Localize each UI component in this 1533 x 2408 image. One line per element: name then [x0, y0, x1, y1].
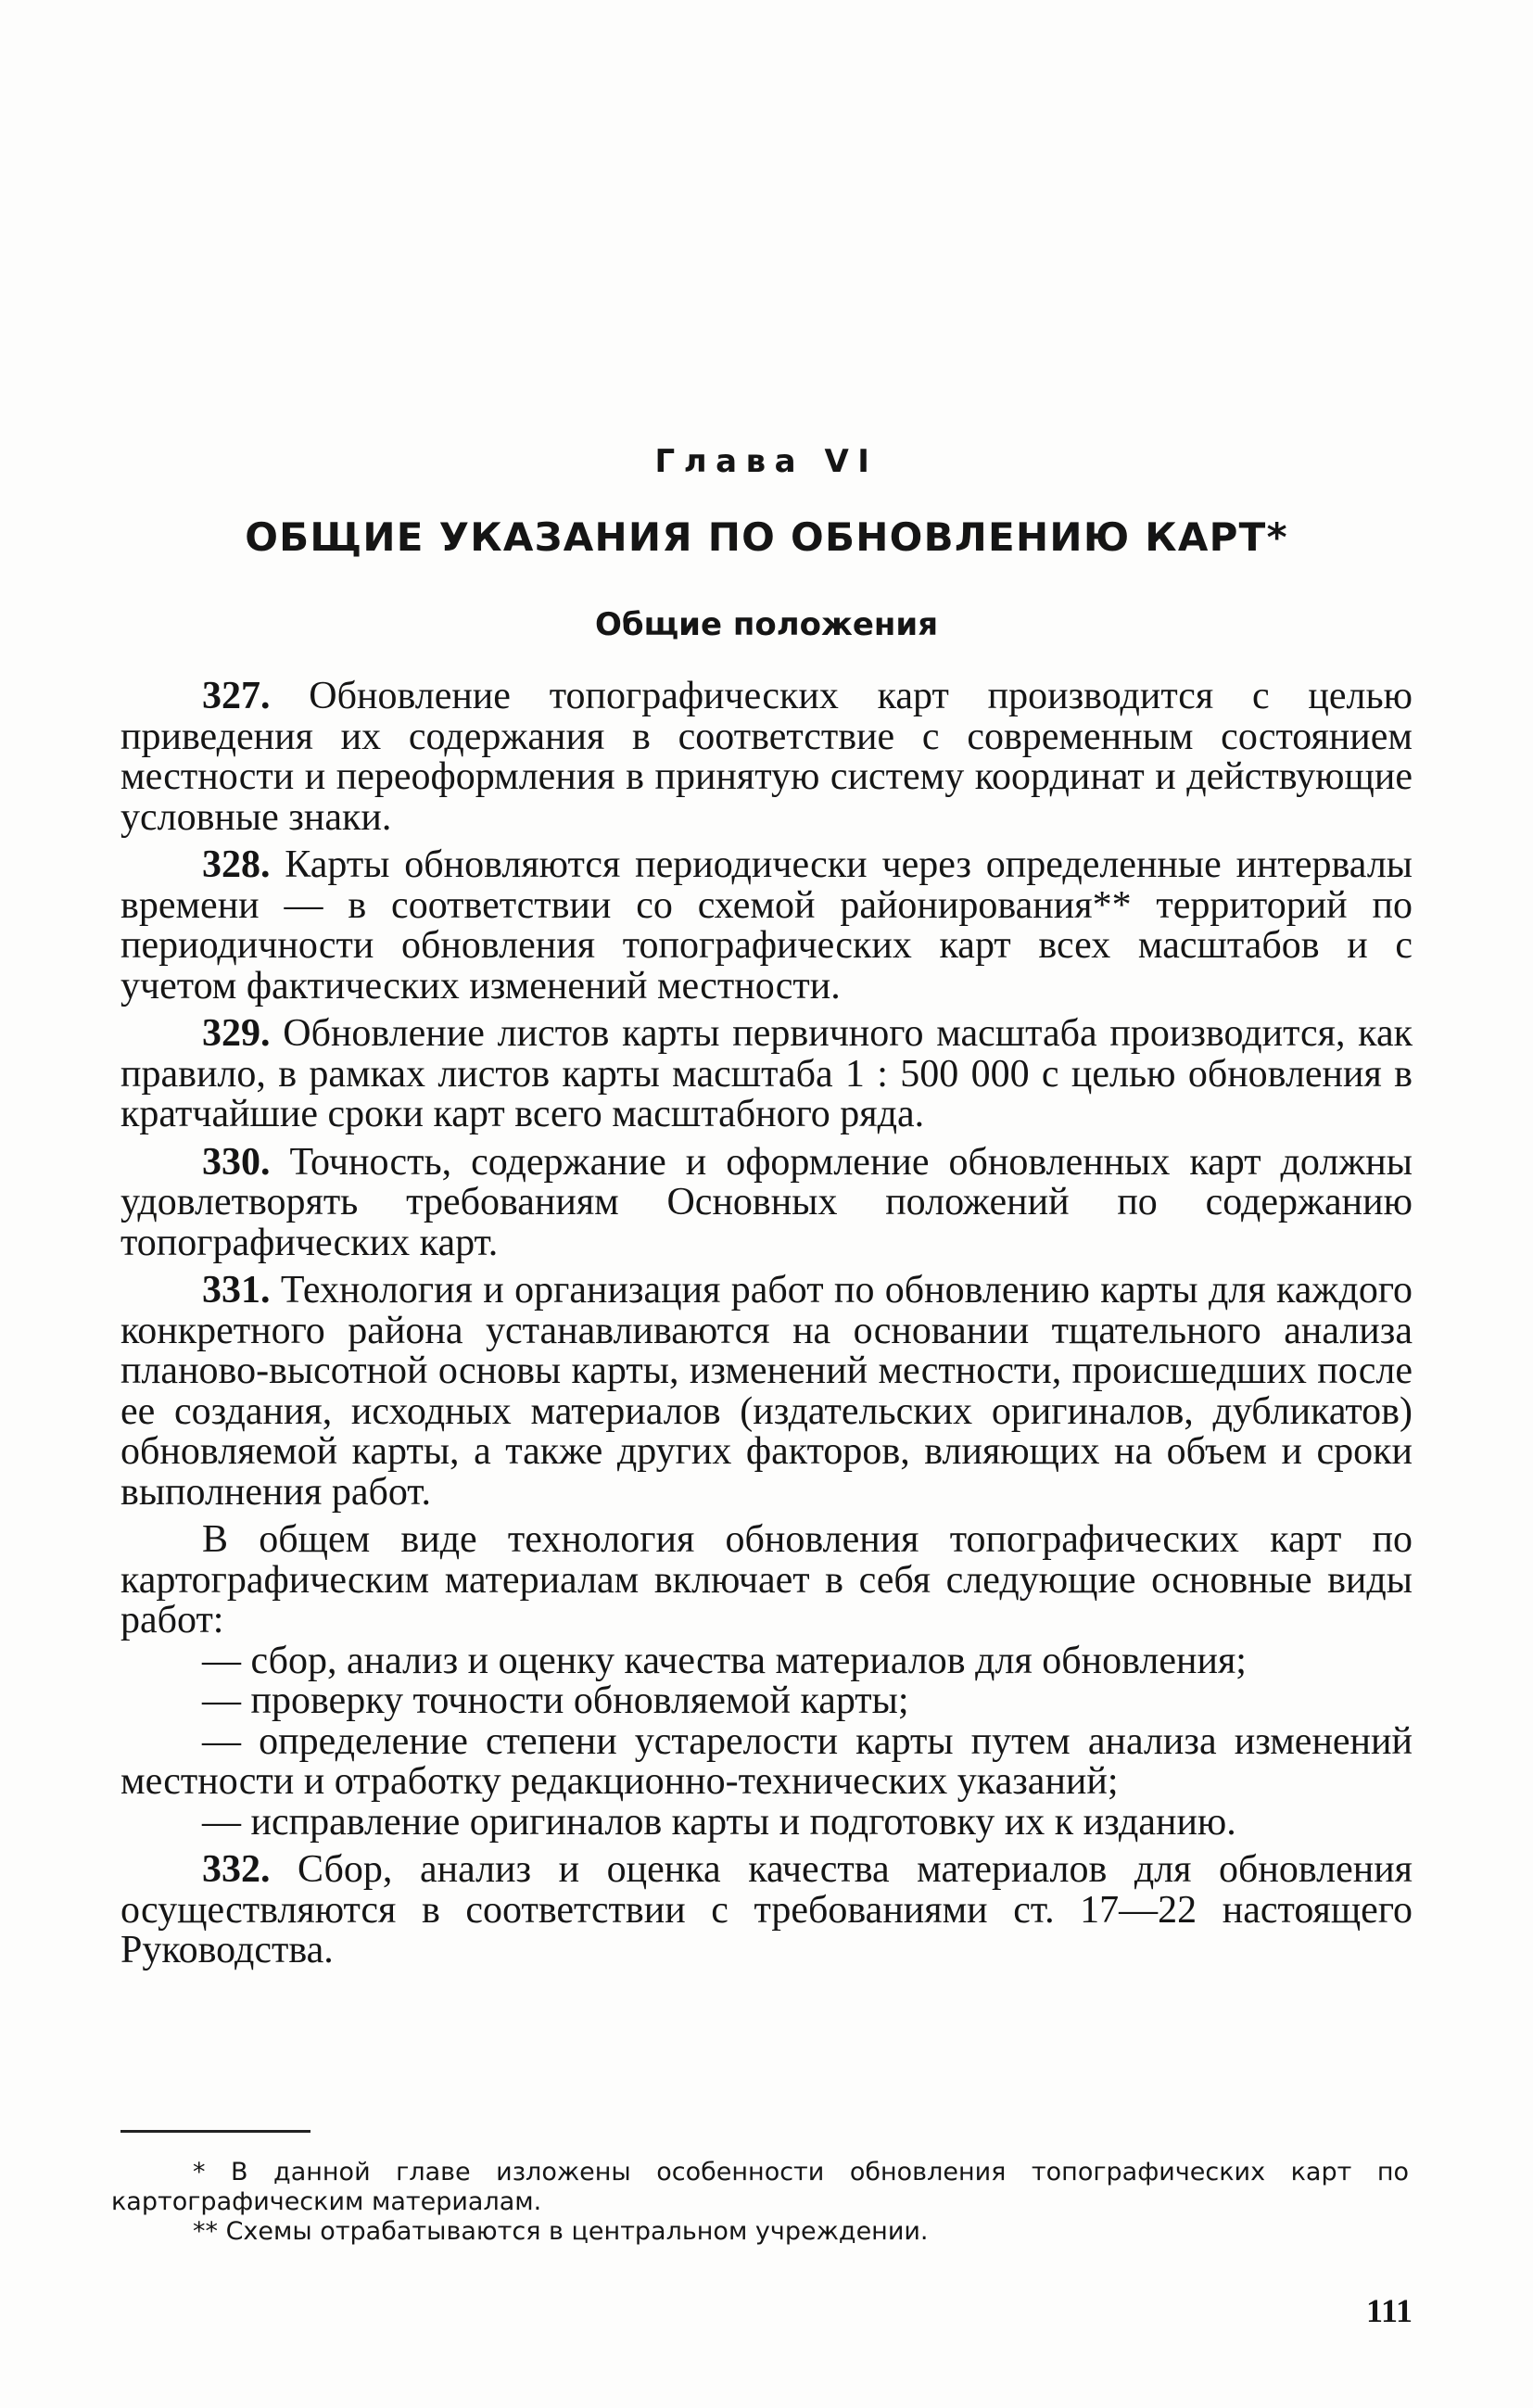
paragraph-text: Сбор, анализ и оценка качества материалов для обновления осуществляются в соответствии с требованиями ст. 17—22 настоящего Руководства.: [120, 1848, 1413, 1971]
footnotes: [111, 2158, 1409, 2247]
paragraph-332: [120, 1850, 1413, 1971]
general-view-intro: В общем виде технология обновления топографических карт по картографическим материалам включает в себя следующие основные виды работ:: [120, 1518, 1413, 1641]
paragraph-number: 331.: [202, 1269, 271, 1312]
paragraph-number: 330.: [202, 1140, 271, 1184]
list-item: — определение степени устарелости карты путем анализа изменений местности и отработку редакционно-технических указаний;: [120, 1719, 1413, 1803]
paragraph-text: Технология и организация работ по обновлению карты для каждого конкретного района устанавливаются на основании тщательного анализа планово-высотной основы карты, изменений местности, происшедших после ее создания, исходных материалов (издательских оригиналов, дубликатов) обновляемой карты, а также других факторов, влияющих на объем и сроки выполнения работ.: [120, 1269, 1413, 1514]
paragraph-number: 328.: [202, 843, 271, 886]
paragraph-number: 327.: [202, 675, 271, 717]
chapter-title: ОБЩИЕ УКАЗАНИЯ ПО ОБНОВЛЕНИЮ КАРТ*: [245, 514, 1288, 560]
paragraph-329: [120, 1014, 1413, 1135]
chapter-label: Глава VI: [654, 443, 879, 480]
list-item: — сбор, анализ и оценку качества материалов для обновления;: [202, 1639, 1247, 1682]
footnote-1: * В данной главе изложены особенности обновления топографических карт по картографическим материалам.: [111, 2158, 1409, 2216]
paragraph-number: 329.: [202, 1012, 271, 1055]
paragraph-text: Обновление листов карты первичного масштаба производится, как правило, в рамках листов карты масштаба 1 : 500 000 с целью обновления в кратчайшие сроки карт всего масштабного ряда.: [120, 1012, 1413, 1135]
paragraph-number: 332.: [202, 1848, 271, 1891]
list-item: — исправление оригиналов карты и подготовку их к изданию.: [202, 1800, 1236, 1844]
paragraph-328: [120, 845, 1413, 1007]
paragraph-331: [120, 1271, 1413, 1513]
paragraph-text: Точность, содержание и оформление обновленных карт должны удовлетворять требованиям Основных положений по содержанию топографических карт.: [120, 1140, 1413, 1264]
footnote-divider: [120, 2130, 310, 2133]
paragraph-327: [120, 677, 1413, 838]
list-item: — проверку точности обновляемой карты;: [202, 1679, 909, 1722]
paragraph-text: Обновление топографических карт производится с целью приведения их содержания в соответствие с современным состоянием местности и переоформления в принятую систему координат и действующие условные знаки.: [120, 675, 1413, 839]
page-number: 111: [1365, 2292, 1413, 2329]
section-title: Общие положения: [594, 606, 939, 643]
paragraph-text: Карты обновляются периодически через определенные интервалы времени — в соответствии со схемой районирования** территорий по периодичности обновления топографических карт всех масштабов и с учетом фактических изменений местности.: [120, 843, 1413, 1008]
body-text: [120, 677, 1413, 1979]
paragraph-330: [120, 1140, 1413, 1264]
footnote-2: ** Схемы отрабатываются в центральном учреждении.: [193, 2217, 929, 2246]
